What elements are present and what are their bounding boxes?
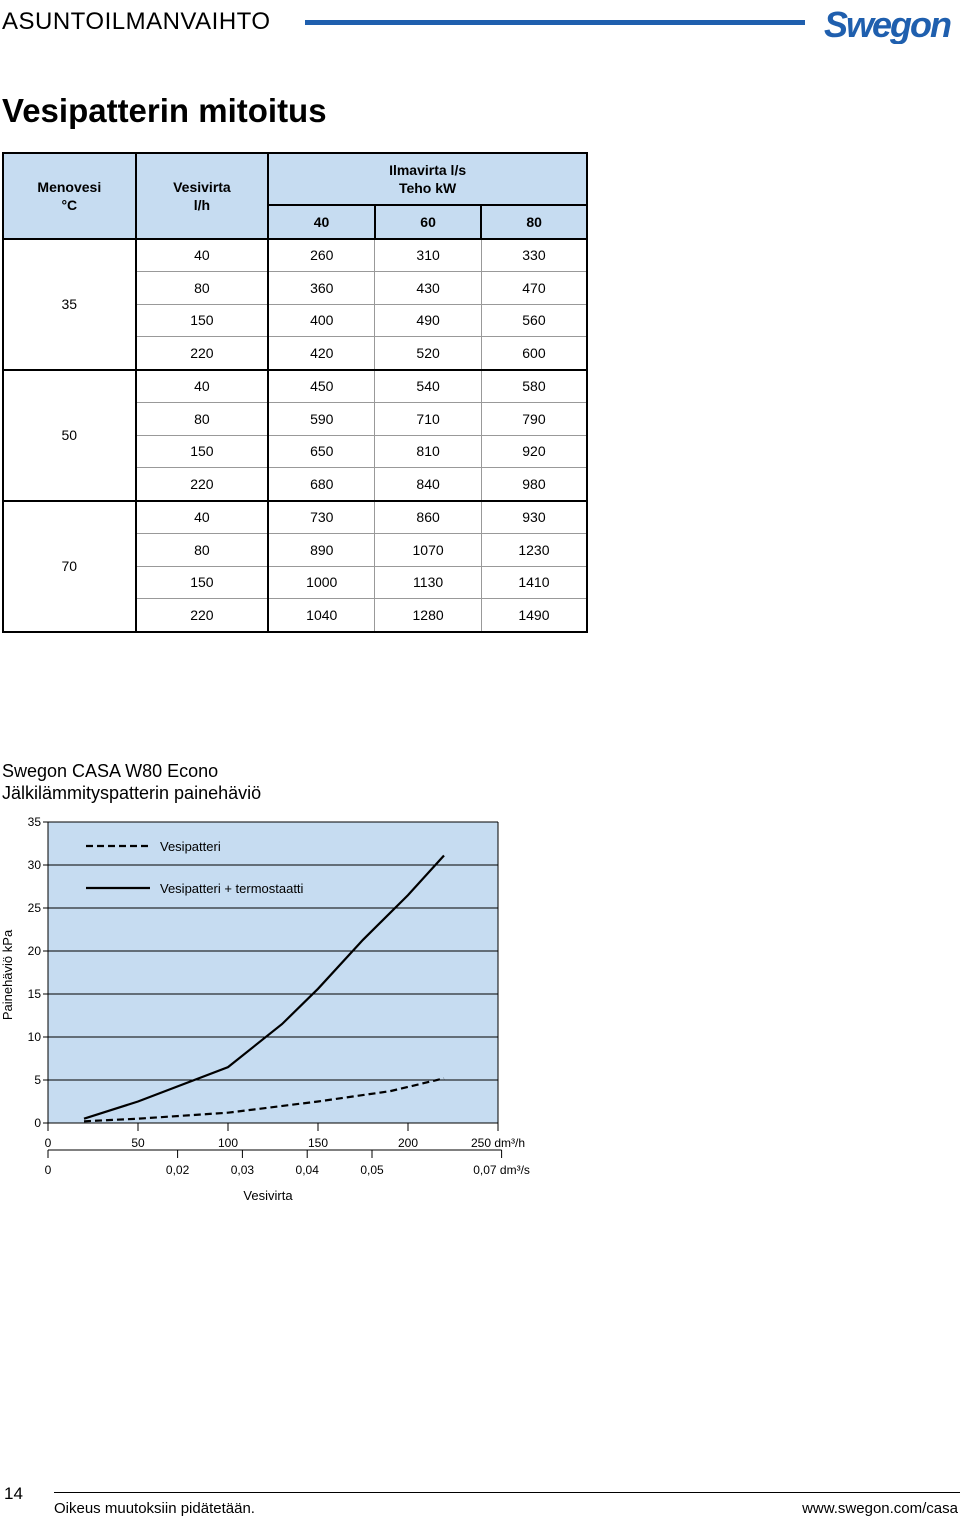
water-flow-cell: 220 <box>136 599 269 632</box>
power-cell: 520 <box>375 337 482 370</box>
supply-temp-cell: 50 <box>3 370 136 501</box>
power-cell: 1230 <box>481 534 587 567</box>
chart-title-line2: Jälkilämmityspatterin painehäviö <box>2 783 262 803</box>
power-cell: 930 <box>481 501 587 534</box>
header-airflow-line1: Ilmavirta l/s <box>389 162 467 178</box>
power-cell: 420 <box>268 337 375 370</box>
y-tick-label: 15 <box>27 987 41 1001</box>
footer-note: Oikeus muutoksiin pidätetään. <box>54 1500 255 1517</box>
power-cell: 680 <box>268 468 375 501</box>
header-airflow-40: 40 <box>268 205 375 239</box>
power-cell: 560 <box>481 304 587 337</box>
secondary-x-tick-label: 0,03 <box>230 1163 255 1177</box>
power-cell: 470 <box>481 272 587 305</box>
secondary-x-tick-label: 0,07 dm³/s <box>473 1163 530 1177</box>
power-cell: 600 <box>481 337 587 370</box>
header-rule <box>305 20 805 25</box>
y-tick-label: 30 <box>27 858 41 872</box>
supply-temp-cell: 70 <box>3 501 136 632</box>
chart-title <box>2 760 261 804</box>
power-cell: 590 <box>268 403 375 436</box>
power-cell: 310 <box>375 239 482 272</box>
footer-rule <box>54 1492 960 1493</box>
secondary-x-tick-label: 0,02 <box>165 1163 190 1177</box>
power-cell: 260 <box>268 239 375 272</box>
plot-area <box>48 822 498 1123</box>
power-cell: 1040 <box>268 599 375 632</box>
secondary-x-tick-label: 0 <box>44 1163 52 1177</box>
x-tick-label: 100 <box>217 1136 239 1150</box>
supply-temp-cell: 35 <box>3 239 136 370</box>
power-cell: 360 <box>268 272 375 305</box>
header-supply-temp <box>3 153 136 239</box>
water-flow-cell: 150 <box>136 566 269 599</box>
x-tick-label: 250 dm³/h <box>470 1136 526 1150</box>
header-airflow-60: 60 <box>375 205 482 239</box>
header-water-flow-line2: l/h <box>193 196 211 213</box>
legend-label: Vesipatteri <box>160 839 221 854</box>
x-tick-label: 150 <box>307 1136 329 1150</box>
y-tick-label: 0 <box>34 1116 41 1130</box>
power-cell: 1410 <box>481 566 587 599</box>
x-tick-label: 50 <box>131 1136 145 1150</box>
table-row <box>3 239 587 272</box>
table-row <box>3 370 587 403</box>
power-cell: 710 <box>375 403 482 436</box>
y-tick-label: 25 <box>27 901 41 915</box>
power-cell: 450 <box>268 370 375 403</box>
header-water-flow-line1: Vesivirta <box>173 178 231 195</box>
x-tick-label: 200 <box>397 1136 419 1150</box>
footer-url[interactable]: www.swegon.com/casa <box>802 1500 958 1517</box>
water-flow-cell: 40 <box>136 370 269 403</box>
power-cell: 430 <box>375 272 482 305</box>
table-row <box>3 501 587 534</box>
header-airflow-line2: Teho kW <box>398 180 457 196</box>
y-axis-label: Painehäviö kPa <box>0 929 15 1021</box>
power-cell: 840 <box>375 468 482 501</box>
swegon-logo <box>824 4 958 44</box>
power-cell: 1000 <box>268 566 375 599</box>
y-tick-label: 5 <box>34 1073 41 1087</box>
y-tick-label: 20 <box>27 944 41 958</box>
water-flow-cell: 80 <box>136 272 269 305</box>
header-airflow-80: 80 <box>481 205 587 239</box>
y-tick-label: 10 <box>27 1030 41 1044</box>
page-number: 14 <box>4 1484 23 1503</box>
water-flow-cell: 150 <box>136 304 269 337</box>
swegon-logo-text: Swegon <box>824 4 951 44</box>
header-supply-temp-line2: °C <box>61 196 78 213</box>
water-flow-cell: 220 <box>136 337 269 370</box>
secondary-x-tick-label: 0,04 <box>295 1163 319 1177</box>
power-cell: 1280 <box>375 599 482 632</box>
power-cell: 890 <box>268 534 375 567</box>
power-cell: 540 <box>375 370 482 403</box>
water-flow-cell: 80 <box>136 534 269 567</box>
header-airflow <box>268 153 587 205</box>
power-cell: 1070 <box>375 534 482 567</box>
legend-label: Vesipatteri + termostaatti <box>160 881 304 896</box>
power-cell: 920 <box>481 435 587 468</box>
power-cell: 810 <box>375 435 482 468</box>
power-cell: 650 <box>268 435 375 468</box>
power-cell: 730 <box>268 501 375 534</box>
water-flow-cell: 80 <box>136 403 269 436</box>
power-cell: 400 <box>268 304 375 337</box>
power-cell: 490 <box>375 304 482 337</box>
secondary-x-tick-label: 0,05 <box>360 1163 384 1177</box>
y-tick-label: 35 <box>27 815 41 829</box>
power-cell: 330 <box>481 239 587 272</box>
water-flow-cell: 150 <box>136 435 269 468</box>
header-supply-temp-line1: Menovesi <box>37 178 102 195</box>
power-cell: 580 <box>481 370 587 403</box>
water-flow-cell: 220 <box>136 468 269 501</box>
power-cell: 1130 <box>375 566 482 599</box>
chart-title-line1: Swegon CASA W80 Econo <box>2 761 219 781</box>
power-cell: 790 <box>481 403 587 436</box>
section-title: ASUNTOILMANVAIHTO <box>2 8 271 35</box>
page-title: Vesipatterin mitoitus <box>2 92 327 129</box>
pressure-drop-chart <box>0 810 600 1210</box>
power-cell: 860 <box>375 501 482 534</box>
power-cell: 980 <box>481 468 587 501</box>
header-water-flow <box>136 153 269 239</box>
x-axis-label: Vesivirta <box>243 1188 293 1203</box>
water-flow-cell: 40 <box>136 501 269 534</box>
power-cell: 1490 <box>481 599 587 632</box>
water-flow-cell: 40 <box>136 239 269 272</box>
x-tick-label: 0 <box>44 1136 52 1150</box>
dimensioning-table <box>2 152 588 633</box>
